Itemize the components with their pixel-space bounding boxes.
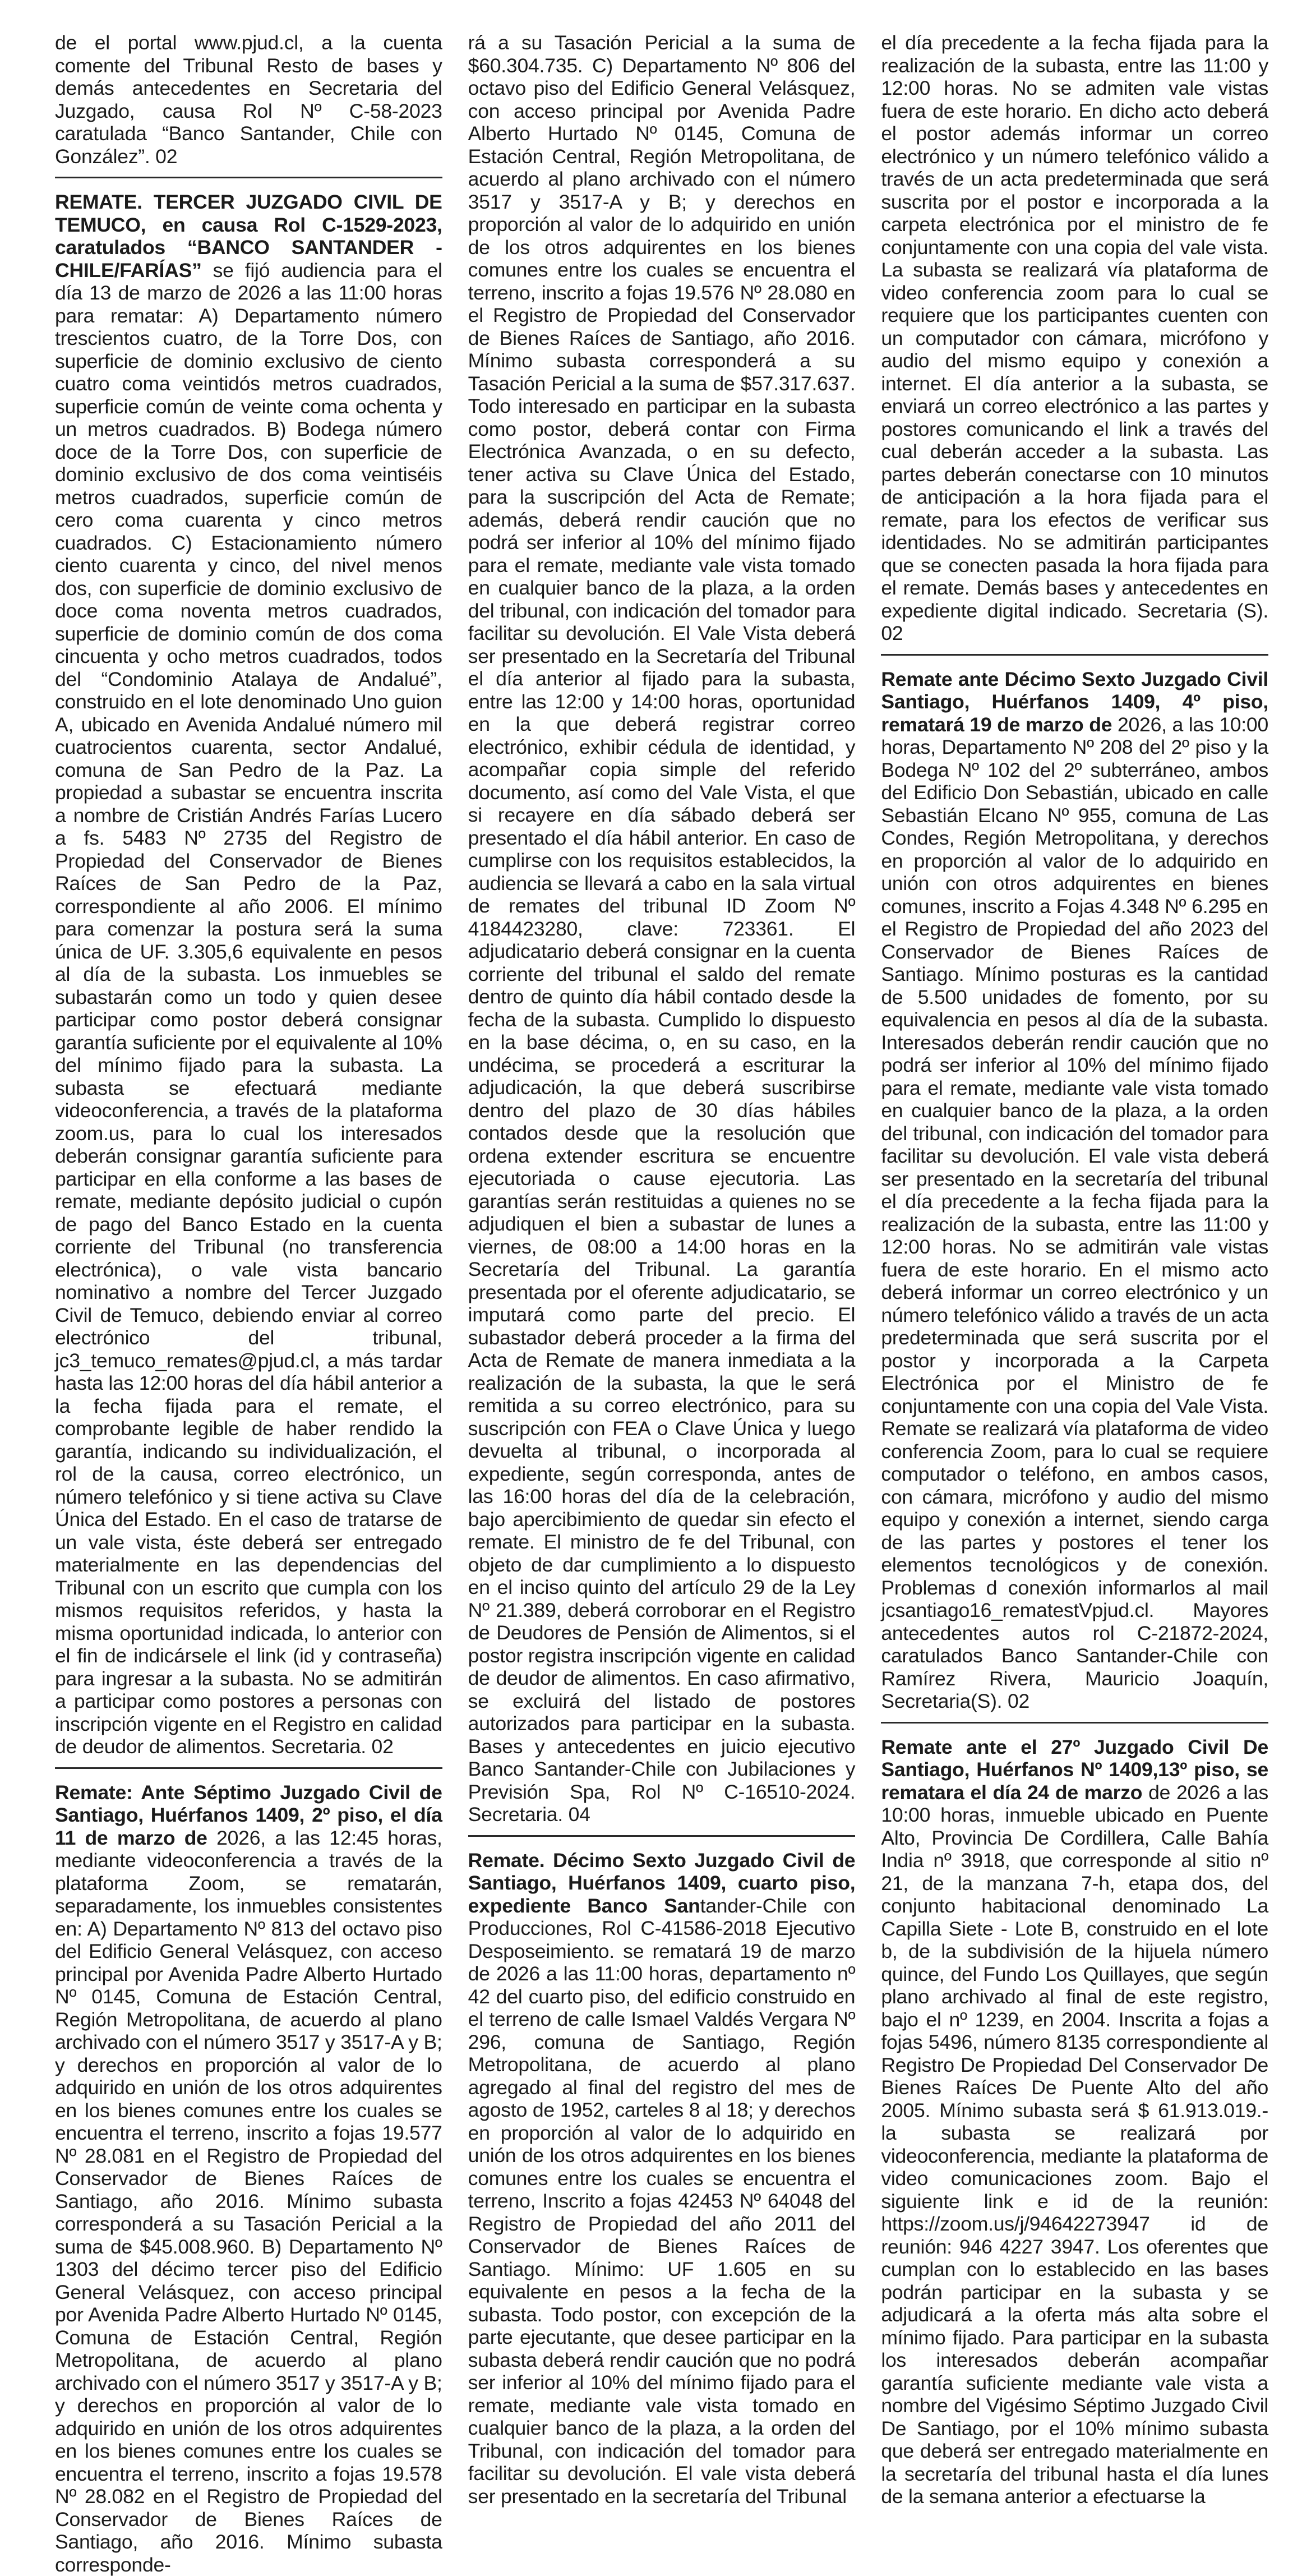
column-3 bbox=[881, 31, 1268, 1792]
column-1 bbox=[55, 31, 442, 1792]
notice-title: REMATE. TERCER JUZGADO CIVIL DE TEMUCO, en causa Rol C-1529-2023, caratulados “BANCO SANTANDER -CHILE/FARÍAS” bbox=[55, 191, 442, 282]
notice-body: rá a su Tasación Pericial a la suma de $60.304.735. C) Departamento Nº 806 del octavo piso del Edificio General Velásquez, con acceso principal por Avenida Padre Alberto Hurtado Nº 0145, Comuna de Estación Central, Región Metropolitana, de acuerdo al plano archivado con el número 3517 y 3517-A y B; y derechos en proporción al valor de lo adquirido en unión de los otros adquirentes en los bienes comunes entre los cuales se encuentra el terreno, inscrito a fojas 19.576 Nº 28.080 en el Registro de Propiedad del Conservador de Bienes Raíces de Santiago, año 2016. Mínimo subasta corresponderá a su Tasación Pericial a la suma de $57.317.637. Todo interesado en participar en la subasta como postor, deberá contar con Firma Electrónica Avanzada, o en su defecto, tener activa su Clave Única del Estado, para la suscripción del Acta de Remate; además, deberá rendir caución que no podrá ser inferior al 10% del mínimo fijado para el remate, mediante vale vista tomado en cualquier banco de la plaza, a la orden del tribunal, con indicación del tomador para facilitar su devolución. El Vale Vista deberá ser presentado en la Secretaría del Tribunal el día anterior al fijado para la subasta, entre las 12:00 y 14:00 horas, oportunidad en la que deberá registrar correo electrónico, exhibir cédula de identidad, y acompañar copia simple del referido documento, así como del Vale Vista, el que si recayere en día sábado deberá ser presentado el día hábil anterior. En caso de cumplirse con los requisitos establecidos, la audiencia se llevará a cabo en la sala virtual de remates del tribunal ID Zoom Nº 4184423280, clave: 723361. El adjudicatario deberá consignar en la cuenta corriente del tribunal el saldo del remate dentro de quinto día hábil contado desde la fecha de la subasta. Cumplido lo dispuesto en la base décima, o, en su caso, en la undécima, se procederá a escriturar la adjudicación, la que deberá suscribirse dentro del plazo de 30 días hábiles contados desde que la resolución que ordena extender escritura se encuentre ejecutoriada o cause ejecutoria. Las garantías serán restituidas a quienes no se adjudiquen el bien a subastar de lunes a viernes, de 08:00 a 14:00 horas en la Secretaría del Tribunal. La garantía presentada por el oferente adjudicatario, se imputará como parte del precio. El subastador deberá proceder a la firma del Acta de Remate de manera inmediata a la realización de la subasta, la que le será remitida a su correo electrónico, para su suscripción con FEA o Clave Única y luego devuelta al tribunal, o incorporada al expediente, según corresponda, antes de las 16:00 horas del día de la celebración, bajo apercibimiento de quedar sin efecto el remate. El ministro de fe del Tribunal, con objeto de dar cumplimiento a lo dispuesto en el inciso quinto del artículo 29 de la Ley Nº 21.389, deberá corroborar en el Registro de Deudores de Pensión de Alimentos, si el postor registra inscripción vigente en calidad de deudor de alimentos. En caso afirmativo, se excluirá del listado de postores autorizados para participar en la subasta. Bases y antecedentes en juicio ejecutivo Banco Santander-Chile con Jubilaciones y Previsión Spa, Rol Nº C-16510-2024. Secretaria. 04 bbox=[468, 31, 856, 1826]
notice-body: de 2026 a las 10:00 horas, inmueble ubicado en Puente Alto, Provincia De Cordillera, Calle Bahía India nº 3918, que corresponde al sitio nº 21, de la manzana 7-h, etapa dos, del conjunto habitacional denominado La Capilla Siete - Lote B, construido en el lote b, de la subdivisión de la hijuela número quince, del Fundo Los Quillayes, que según plano archivado al final de este registro, bajo el nº 1239, en 2004. Inscrita a fojas a fojas 5496, número 8135 correspondiente al Registro De Propiedad Del Conservador De Bienes Raíces De Puente Alto del año 2005. Mínimo subasta será $ 61.913.019.- la subasta se realizará por videoconferencia, mediante la plataforma de video comunicaciones zoom. Bajo el siguiente link e id de la reunión: https://zoom.us/j/94642273947 id de reunión: 946 4227 3947. Los oferentes que cumplan con lo establecido en las bases podrán participar en la subasta y se adjudicará a la oferta más alta sobre el mínimo fijado. Para participar en la subasta los interesados deberán acompañar garantía suficiente mediante vale vista a nombre del Vigésimo Séptimo Juzgado Civil De Santiago, por el 10% mínimo subasta que deberá ser entregado materialmente en la secretaría del tribunal hasta el día lunes de la semana anterior a efectuarse la bbox=[881, 1781, 1268, 2508]
notice-remate-decimo-sexto-las-condes bbox=[881, 668, 1268, 1713]
notice-divider bbox=[468, 1835, 856, 1837]
notice-title: Remate: Ante Séptimo Juzgado Civil de Santiago, Huérfanos 1409, 2º piso, el día 11 de marzo de bbox=[55, 1781, 442, 1849]
notice-title: Remate ante Décimo Sexto Juzgado Civil Santiago, Huérfanos 1409, 4º piso, rematará 19 de marzo de bbox=[881, 668, 1268, 736]
notice-continued-santander-gonzalez bbox=[55, 31, 442, 168]
notice-body: el día precedente a la fecha fijada para la realización de la subasta, entre las 11:00 y 12:00 horas. No se admiten vale vistas fuera de este horario. En dicho acto deberá el postor además informar un correo electrónico y un número telefónico válido a través de un acta predeterminada que será suscrita por el postor e incorporada a la carpeta electrónica por el ministro de fe conjuntamente con una copia del vale vista. La subasta se realizará vía plataforma de video conferencia zoom para lo cual se requiere que los participantes cuenten con un computador con cámara, micrófono y audio del mismo equipo y conexión a internet. El día anterior a la subasta, se enviará un correo electrónico a las partes y postores comunicando el link a través del cual deberán acceder a la subasta. Las partes deberán conectarse con 10 minutos de anticipación a la hora fijada para el remate, para los efectos de verificar sus identidades. No se admitirán participantes que se conecten pasada la hora fijada para el remate. Demás bases y antecedentes en expediente digital indicado. Secretaria (S). 02 bbox=[881, 31, 1268, 645]
notice-body: se fijó audiencia para el día 13 de marzo de 2026 a las 11:00 horas para rematar: A) Departamento número trescientos cuatro, de la Torre Dos, con superficie de dominio exclusivo de ciento cuatro coma veintidós metros cuadrados, superficie común de veinte coma ochenta y un metros cuadrados. B) Bodega número doce de la Torre Dos, con superficie de dominio exclusivo de dos coma veintiséis metros cuadrados, superficie común de cero coma cuarenta y cinco metros cuadrados. C) Estacionamiento número ciento cuarenta y cinco, del nivel menos dos, con superficie de dominio exclusivo de doce coma noventa metros cuadrados, superficie de dominio común de dos coma cincuenta y ocho metros cuadrados, todos del “Condominio Atalaya de Andalué”, construido en el lote denominado Uno guion A, ubicado en Avenida Andalué número mil cuatrocientos cuarenta, sector Andalué, comuna de San Pedro de la Paz. La propiedad a subastar se encuentra inscrita a nombre de Cristián Andrés Farías Lucero a fs. 5483 Nº 2735 del Registro de Propiedad del Conservador de Bienes Raíces de San Pedro de la Paz, correspondiente al año 2006. El mínimo para comenzar la postura será la suma única de UF. 3.305,6 equivalente en pesos al día de la subasta. Los inmuebles se subastarán como un todo y quien desee participar como postor deberá consignar garantía suficiente por el equivalente al 10% del mínimo fijado para la subasta. La subasta se efectuará mediante videoconferencia, a través de la plataforma zoom.us, para lo cual los interesados deberán consignar garantía suficiente para participar en ella conforme a las bases de remate, mediante depósito judicial o cupón de pago del Banco Estado en la cuenta corriente del Tribunal (no transferencia electrónica), o vale vista bancario nominativo a nombre del Tercer Juzgado Civil de Temuco, debiendo enviar al correo electrónico del tribunal, jc3_temuco_remates@pjud.cl, a más tardar hasta las 12:00 horas del día hábil anterior a la fecha fijada para el remate, el comprobante legible de haber rendido la garantía, indicando su individualización, el rol de la causa, correo electrónico, un número telefónico y si tiene activa su Clave Única del Estado. En el caso de tratarse de un vale vista, éste deberá ser entregado materialmente en las dependencias del Tribunal con un escrito que cumpla con los mismos requisitos referidos, y hasta la misma oportunidad indicada, lo anterior con el fin de indicársele el link (id y contraseña) para ingresar a la subasta. No se admitirán a participar como postores a personas con inscripción vigente en el Registro en calidad de deudor de alimentos. Secretaria. 02 bbox=[55, 259, 442, 1758]
notice-remate-27-juzgado bbox=[881, 1736, 1268, 2508]
notice-continued-septimo-juzgado bbox=[468, 31, 856, 1826]
notice-body: 2026, a las 12:45 horas, mediante videoconferencia a través de la plataforma Zoom, se rematarán, separadamente, los inmuebles consistentes en: A) Departamento Nº 813 del octavo piso del Edificio General Velásquez, con acceso principal por Avenida Padre Alberto Hurtado Nº 0145, Comuna de Estación Central, Región Metropolitana, de acuerdo al plano archivado con el número 3517 y 3517-A y B; y derechos en proporción al valor de lo adquirido en unión de los otros adquirentes en los bienes comunes entre los cuales se encuentra el terreno, inscrito a fojas 19.577 Nº 28.081 en el Registro de Propiedad del Conservador de Bienes Raíces de Santiago, año 2016. Mínimo subasta corresponderá a su Tasación Pericial a la suma de $45.008.960. B) Departamento Nº 1303 del décimo tercer piso del Edificio General Velásquez, con acceso principal por Avenida Padre Alberto Hurtado Nº 0145, Comuna de Estación Central, Región Metropolitana, de acuerdo al plano archivado con el número 3517 y 3517-A y B; y derechos en proporción al valor de lo adquirido en unión de los otros adquirentes en los bienes comunes entre los cuales se encuentra el terreno, inscrito a fojas 19.578 Nº 28.082 en el Registro de Propiedad del Conservador de Bienes Raíces de Santiago, año 2016. Mínimo subasta corresponde- bbox=[55, 1827, 442, 2576]
notice-remate-temuco bbox=[55, 191, 442, 1758]
notice-title: Remate. Décimo Sexto Juzgado Civil de Santiago, Huérfanos 1409, cuarto piso, expediente Banco San bbox=[468, 1849, 856, 1917]
notice-remate-decimo-sexto-desposeimiento bbox=[468, 1849, 856, 2508]
notice-body: de el portal www.pjud.cl, a la cuenta comente del Tribunal Resto de bases y demás antecedentes en Secretaria del Juzgado, causa Rol Nº C-58-2023 caratulada “Banco Santander, Chile con González”. 02 bbox=[55, 31, 442, 168]
notice-title: Remate ante el 27º Juzgado Civil De Santiago, Huérfanos Nº 1409,13º piso, se rematara el día 24 de marzo bbox=[881, 1736, 1268, 1804]
notice-body: 2026, a las 10:00 horas, Departamento Nº 208 del 2º piso y la Bodega Nº 102 del 2º subterráneo, ambos del Edificio Don Sebastián, ubicado en calle Sebastián Elcano Nº 955, comuna de Las Condes, Región Metropolitana, y derechos en proporción al valor de lo adquirido en unión con otros adquirentes en bienes comunes, inscrito a Fojas 4.348 Nº 6.295 en el Registro de Propiedad del año 2023 del Conservador de Bienes Raíces de Santiago. Mínimo posturas es la cantidad de 5.500 unidades de fomento, por su equivalencia en pesos al día de la subasta. Interesados deberán rendir caución que no podrá ser inferior al 10% del mínimo fijado para el remate, mediante vale vista tomado en cualquier banco de la plaza, a la orden del tribunal, con indicación del tomador para facilitar su devolución. El vale vista deberá ser presentado en la secretaría del tribunal el día precedente a la fecha fijada para la realización de la subasta, entre las 11:00 y 12:00 horas. No se admitirán vale vistas fuera de este horario. En el mismo acto deberá informar un correo electrónico y un número telefónico válido a través de un acta predeterminada que será suscrita por el postor y incorporada a la Carpeta Electrónica por el Ministro de fe conjuntamente con una copia del Vale Vista. Remate se realizará vía plataforma de video conferencia Zoom, para lo cual se requiere computador o teléfono, en ambos casos, con cámara, micrófono y audio del mismo equipo y conexión a internet, siendo carga de las partes y postores el tener los elementos tecnológicos y de conexión. Problemas d conexión informarlos al mail jcsantiago16_rematestVpjud.cl. Mayores antecedentes autos rol C-21872-2024, caratulados Banco Santander-Chile con Ramírez Rivera, Mauricio Joaquín, Secretaria(S). 02 bbox=[881, 713, 1268, 1713]
notice-divider bbox=[881, 1722, 1268, 1724]
notice-continued-decimo-sexto bbox=[881, 31, 1268, 645]
notice-body: tander-Chile con Producciones, Rol C-41586-2018 Ejecutivo Desposeimiento. se rematará 19 de marzo de 2026 a las 11:00 horas, departamento nº 42 del cuarto piso, del edificio construido en el terreno de calle Ismael Valdés Vergara Nº 296, comuna de Santiago, Región Metropolitana, de acuerdo al plano agregado al final del registro del mes de agosto de 1952, carteles 8 al 18; y derechos en proporción al valor de lo adquirido en unión de los otros adquirentes en los bienes comunes entre los cuales se encuentra el terreno, Inscrito a fojas 42453 Nº 64048 del Registro de Propiedad del año 2011 del Conservador de Bienes Raíces de Santiago. Mínimo: UF 1.605 en su equivalente en pesos a la fecha de la subasta. Todo postor, con excepción de la parte ejecutante, que desee participar en la subasta deberá rendir caución que no podrá ser inferior al 10% del mínimo fijado para el remate, mediante vale vista tomado en cualquier banco de la plaza, a la orden del Tribunal, con indicación del tomador para facilitar su devolución. El vale vista deberá ser presentado en la secretaría del Tribunal bbox=[468, 1895, 856, 2508]
notice-divider bbox=[55, 177, 442, 178]
notice-divider bbox=[55, 1767, 442, 1769]
notice-remate-septimo-juzgado bbox=[55, 1781, 442, 2576]
notice-divider bbox=[881, 654, 1268, 656]
column-2 bbox=[468, 31, 856, 1792]
